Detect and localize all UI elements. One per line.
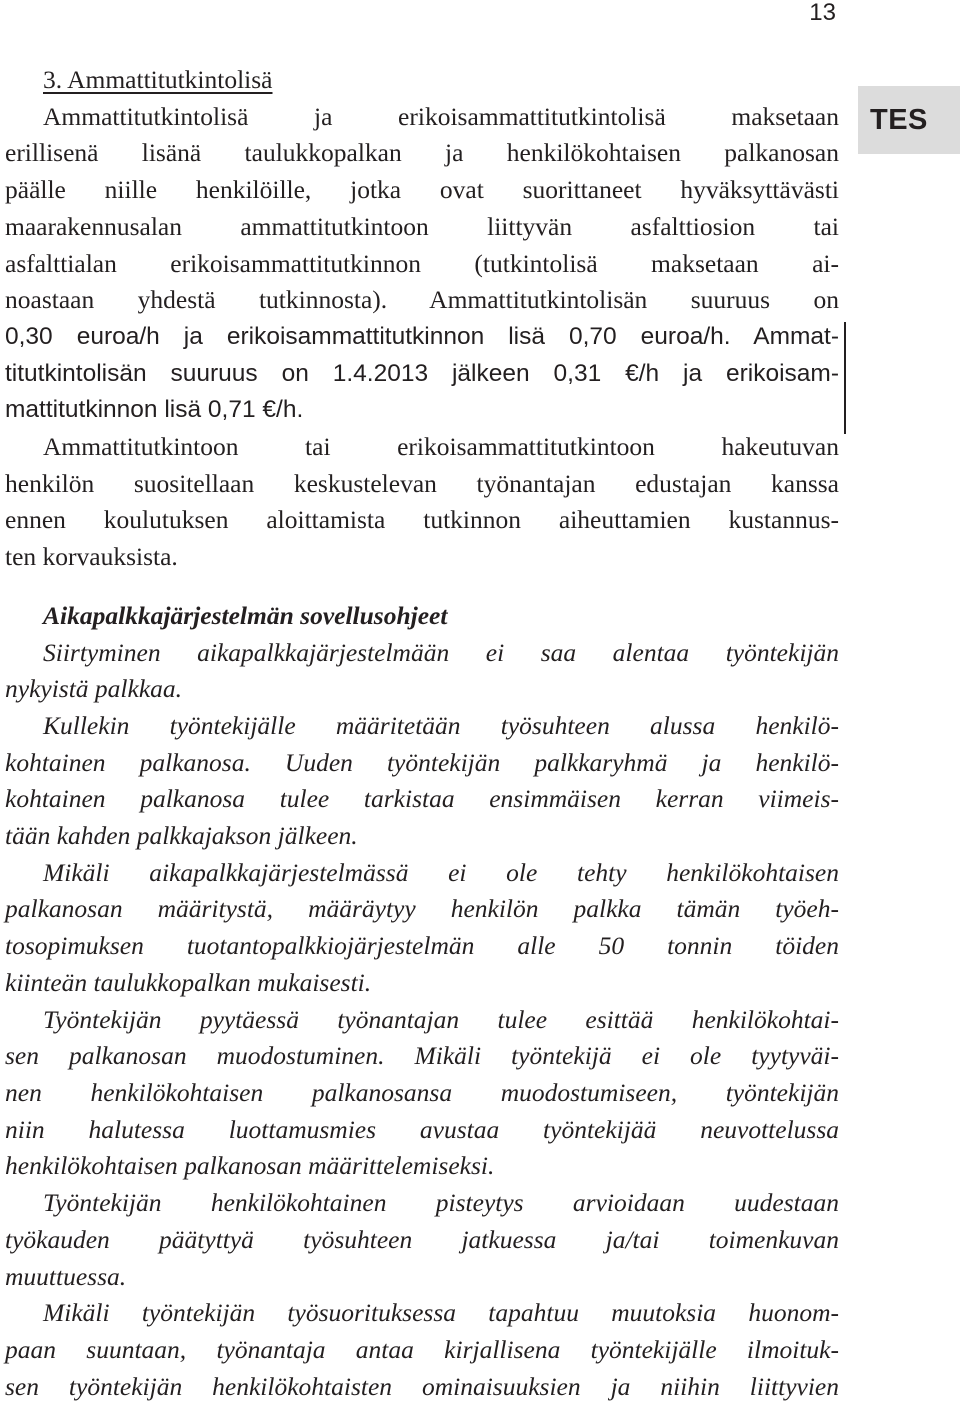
text-line: erillisenä lisänä taulukkopalkan ja henkilökohtaisen palkanosan [5,138,839,168]
text-line: palkanosan määritystä, määräytyy henkilön palkka tämän työeh- [5,894,839,924]
guideline-paragraph [5,1185,839,1295]
change-bar [844,322,846,434]
text-line: sen työntekijän henkilökohtaisten ominaisuuksien ja niihin liittyvien [5,1371,839,1401]
guidelines-heading: Aikapalkkajärjestelmän sovellusohjeet [43,600,448,630]
text-line: muuttuessa. [5,1261,127,1291]
text-line: sen palkanosan muodostuminen. Mikäli työntekijä ei ole tyytyväi- [5,1041,839,1071]
tes-badge [858,86,960,154]
text-line: Työntekijän henkilökohtainen pisteytys arvioidaan uudestaan [43,1188,839,1218]
text-line: niin halutessa luottamusmies avustaa työntekijää neuvottelussa [5,1114,839,1144]
text-line: Ammattitutkintoon tai erikoisammattitutkintoon hakeutuvan [43,432,839,462]
text-line: kohtainen palkanosa tulee tarkistaa ensimmäisen kerran viimeis- [5,784,839,814]
document-body [5,62,839,1405]
text-line: ennen koulutuksen aloittamista tutkinnon aiheuttamien kustannus- [5,505,839,535]
text-line: työkauden päätyttyä työsuhteen jatkuessa ja/tai toimenkuvan [5,1224,839,1254]
text-line: Siirtyminen aikapalkkajärjestelmään ei saa alentaa työntekijän [43,637,839,667]
text-line: maarakennusalan ammattitutkintoon liittyvän asfalttiosion tai [5,211,839,241]
text-line: nykyistä palkkaa. [5,674,183,704]
text-line: 0,30 euroa/h ja erikoisammattitutkinnon lisä 0,70 euroa/h. Ammat- [5,322,839,350]
text-line: titutkintolisän suuruus on 1.4.2013 jälkeen 0,31 €/h ja erikoisam- [5,359,839,387]
guideline-paragraph [5,855,839,1002]
guideline-paragraph [5,635,839,708]
text-line: asfalttialan erikoisammattitutkinnon (tutkintolisä maksetaan ai- [5,248,839,278]
text-line: henkilökohtaisen palkanosan määrittelemiseksi. [5,1151,495,1181]
section-paragraph-1 [5,99,839,429]
text-line: kohtainen palkanosa. Uuden työntekijän palkkaryhmä ja henkilö- [5,747,839,777]
text-line: Ammattitutkintolisä ja erikoisammattitutkintolisä maksetaan [43,101,839,131]
text-line: päälle niille henkilöille, jotka ovat suorittaneet hyväksyttävästi [5,175,839,205]
text-line: Kullekin työntekijälle määritetään työsuhteen alussa henkilö- [43,710,839,740]
guideline-paragraph [5,1002,839,1186]
text-line: mattitutkinnon lisä 0,71 €/h. [5,396,304,424]
text-line: henkilön suositellaan keskustelevan työnantajan edustajan kanssa [5,468,839,498]
section-heading: 3. Ammattitutkintolisä [43,65,273,94]
tes-badge-label: TES [870,104,928,136]
text-line: paan suuntaan, työnantaja antaa kirjallisena työntekijälle ilmoituk- [5,1334,839,1364]
text-line: kiinteän taulukkopalkan mukaisesti. [5,967,372,997]
text-line: Mikäli aikapalkkajärjestelmässä ei ole tehty henkilökohtaisen [43,857,839,887]
guideline-paragraph [5,708,839,855]
page-number: 13 [809,0,836,26]
section-paragraph-2 [5,429,839,576]
text-line: tosopimuksen tuotantopalkkiojärjestelmän alle 50 tonnin töiden [5,931,839,961]
text-line: Työntekijän pyytäessä työnantajan tulee esittää henkilökohtai- [43,1004,839,1034]
guideline-paragraph [5,1295,839,1405]
text-line: noastaan yhdestä tutkinnosta). Ammattitutkintolisän suuruus on [5,285,839,315]
text-line: nen henkilökohtaisen palkanosansa muodostumiseen, työntekijän [5,1077,839,1107]
text-line: ten korvauksista. [5,542,178,572]
text-line: tään kahden palkkajakson jälkeen. [5,821,358,851]
text-line: Mikäli työntekijän työsuorituksessa tapahtuu muutoksia huonom- [43,1298,839,1328]
guidelines-section [5,598,839,1405]
